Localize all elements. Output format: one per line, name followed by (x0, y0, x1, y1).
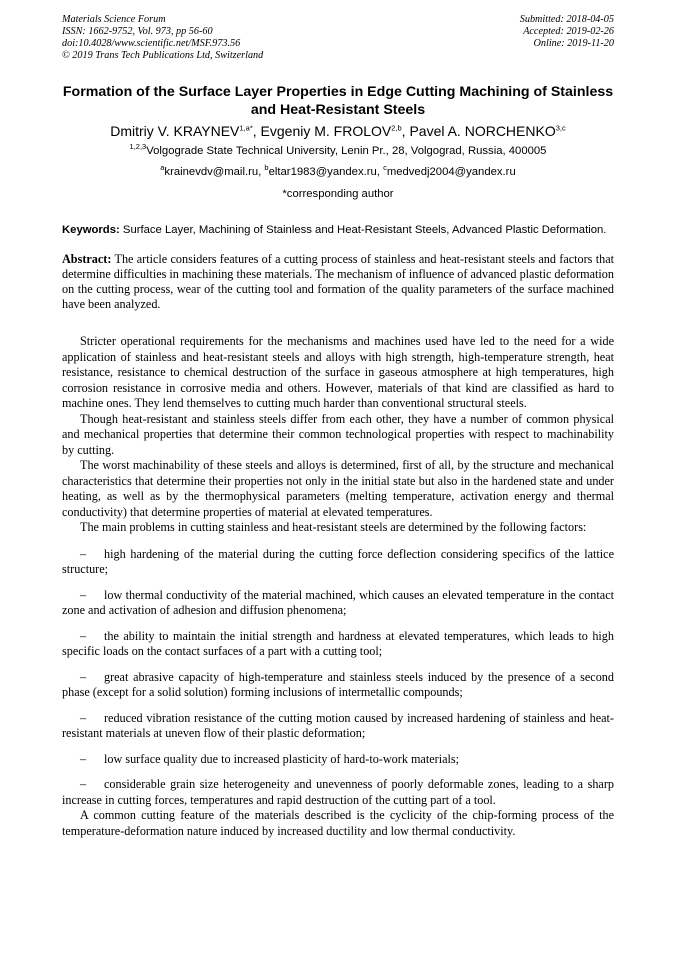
journal-info (62, 14, 263, 62)
list-item-text: low thermal conductivity of the material machined, which causes an elevated temperature in the contact zone and activation of adhesion and diffusion phenomena; (62, 587, 614, 617)
dash-marker: – (80, 751, 87, 766)
email-marker: a (160, 163, 165, 173)
keywords-label: Keywords: (62, 224, 120, 236)
email-marker: b (264, 163, 269, 173)
author-marker: 2,b (391, 123, 402, 133)
author-list: Dmitriy V. $KRAYNEV^{1,a*}$, Evgeniy M. FROLOV$^{2,b}$, Pavel A. NORCHENKO$^{3,c}$ (110, 123, 566, 139)
list-item (62, 588, 614, 619)
list-item-text: considerable grain size heterogeneity and unevenness of poorly deformable zones, leading to a sharp increase in cutting forces, temperatures and rapid destruction of the cutting part of a tool. (62, 777, 614, 807)
email-marker: c (383, 163, 387, 173)
keywords-text: Surface Layer, Machining of Stainless and Heat-Resistant Steels, Advanced Plastic Deformation. (122, 224, 607, 236)
journal-issn: ISSN: 1662-9752, Vol. 973, pp 56-60 (62, 26, 213, 37)
author-marker: 3,c (555, 123, 566, 133)
affiliation (62, 144, 614, 158)
email-link[interactable]: eltar1983@yandex.ru (268, 166, 377, 178)
email-link[interactable]: medvedj2004@yandex.ru (386, 166, 516, 178)
affiliation-marker: 1,2,3 (129, 142, 147, 152)
publication-dates (520, 14, 614, 50)
author-name: Evgeniy M. FROLOV (260, 123, 392, 139)
author-name: Dmitriy V. KRAYNEV (110, 123, 240, 139)
journal-doi: doi:10.4028/www.scientific.net/MSF.973.56 (62, 38, 241, 49)
abstract-text: The article considers features of a cutting process of stainless and heat-resistant steels and factors that determine difficulties in machining these materials. The mechanism of influence of advanced plastic deformation on the cutting process, wear of the cutting tool and formation of the quality parameters of the surface machined have been analyzed. (62, 252, 614, 311)
dash-marker: – (80, 669, 87, 684)
paper-page (62, 14, 614, 839)
list-item-text: high hardening of the material during the cutting force deflection considering specifics of the lattice structure; (62, 546, 614, 576)
dash-marker: – (80, 628, 87, 643)
journal-header (62, 14, 614, 66)
keywords (62, 223, 614, 238)
author-marker: 1,a* (239, 123, 253, 133)
dash-marker: – (80, 777, 87, 791)
paper-title: Formation of the Surface Layer Properties in Edge Cutting Machining of Stainless and Heat-Resistant Steels (62, 84, 614, 118)
paragraph: Though heat-resistant and stainless steels differ from each other, they have a number of common physical and mechanical properties that determine their common technological properties with respect to machinability by cutting. (62, 411, 614, 457)
abstract-label: Abstract: (62, 252, 112, 266)
date-accepted: Accepted: 2019-02-26 (523, 26, 614, 37)
journal-name: Materials Science Forum (62, 14, 166, 25)
email-link[interactable]: krainevdv@mail.ru (164, 166, 259, 178)
date-online: Online: 2019-11-20 (533, 38, 614, 49)
list-item (62, 670, 614, 701)
list-item-text: great abrasive capacity of high-temperature and stainless steels induced by the presence of a second phase (except for a solid solution) forming inclusions of intermetallic compounds; (62, 669, 614, 699)
list-item (62, 777, 614, 808)
list-item-text: the ability to maintain the initial strength and hardness at elevated temperatures, which leads to high specific loads on the contact surfaces of a part with a cutting tool; (62, 628, 614, 658)
email-list: $^a$krainevdv@mail.ru, $^b$eltar1983@yandex.ru, $^c$medvedj2004@yandex.ru (160, 163, 516, 178)
paragraph: The main problems in cutting stainless and heat-resistant steels are determined by the following factors: (80, 520, 587, 534)
journal-copyright: © 2019 Trans Tech Publications Ltd, Switzerland (62, 50, 264, 61)
body-text (62, 334, 614, 839)
list-item (62, 629, 614, 660)
dash-marker: – (80, 587, 87, 602)
list-item-text: low surface quality due to increased plasticity of hard-to-work materials; (104, 751, 460, 766)
list-item (62, 711, 614, 742)
list-item (62, 752, 614, 768)
paragraph: Stricter operational requirements for the mechanisms and machines used have led to the need for a wide application of stainless and heat-resistant steels and alloys with high strength, high-temperature strength, heat resistance, resistance to chemical destruction of the surface in gaseous atmosphere at high temperatures, high corrosion resistance in corrosive media and others. However, materials of that kind are classified as hard to machine ones. They lend themselves to cutting much harder than conventional structural steels. (62, 334, 614, 410)
paragraph: The worst machinability of these steels and alloys is determined, first of all, by the structure and mechanical characteristics that determine their properties not only in the initial state but also in the hardened state and under heating, as well as by the thermophysical parameters (melting temperature, activation energy and thermal conductivity) that determine properties of material at elevated temperatures. (62, 458, 614, 519)
list-item (62, 547, 614, 578)
dash-marker: – (80, 710, 87, 725)
corresponding-author-note: *corresponding author (282, 188, 394, 200)
list-item-text: reduced vibration resistance of the cutting motion caused by increased hardening of stainless and heat-resistant materials at uneven flow of their plastic deformation; (62, 710, 614, 740)
abstract (62, 252, 614, 312)
affiliation-text: Volgograde State Technical University, Lenin Pr., 28, Volgograd, Russia, 400005 (146, 145, 547, 157)
author-name: Pavel A. NORCHENKO (409, 123, 556, 139)
dash-marker: – (80, 546, 87, 561)
date-submitted: Submitted: 2018-04-05 (519, 14, 614, 25)
paragraph: A common cutting feature of the materials described is the cyclicity of the chip-forming process of the temperature-deformation nature induced by increased ductility and low thermal conductivity. (62, 808, 614, 838)
